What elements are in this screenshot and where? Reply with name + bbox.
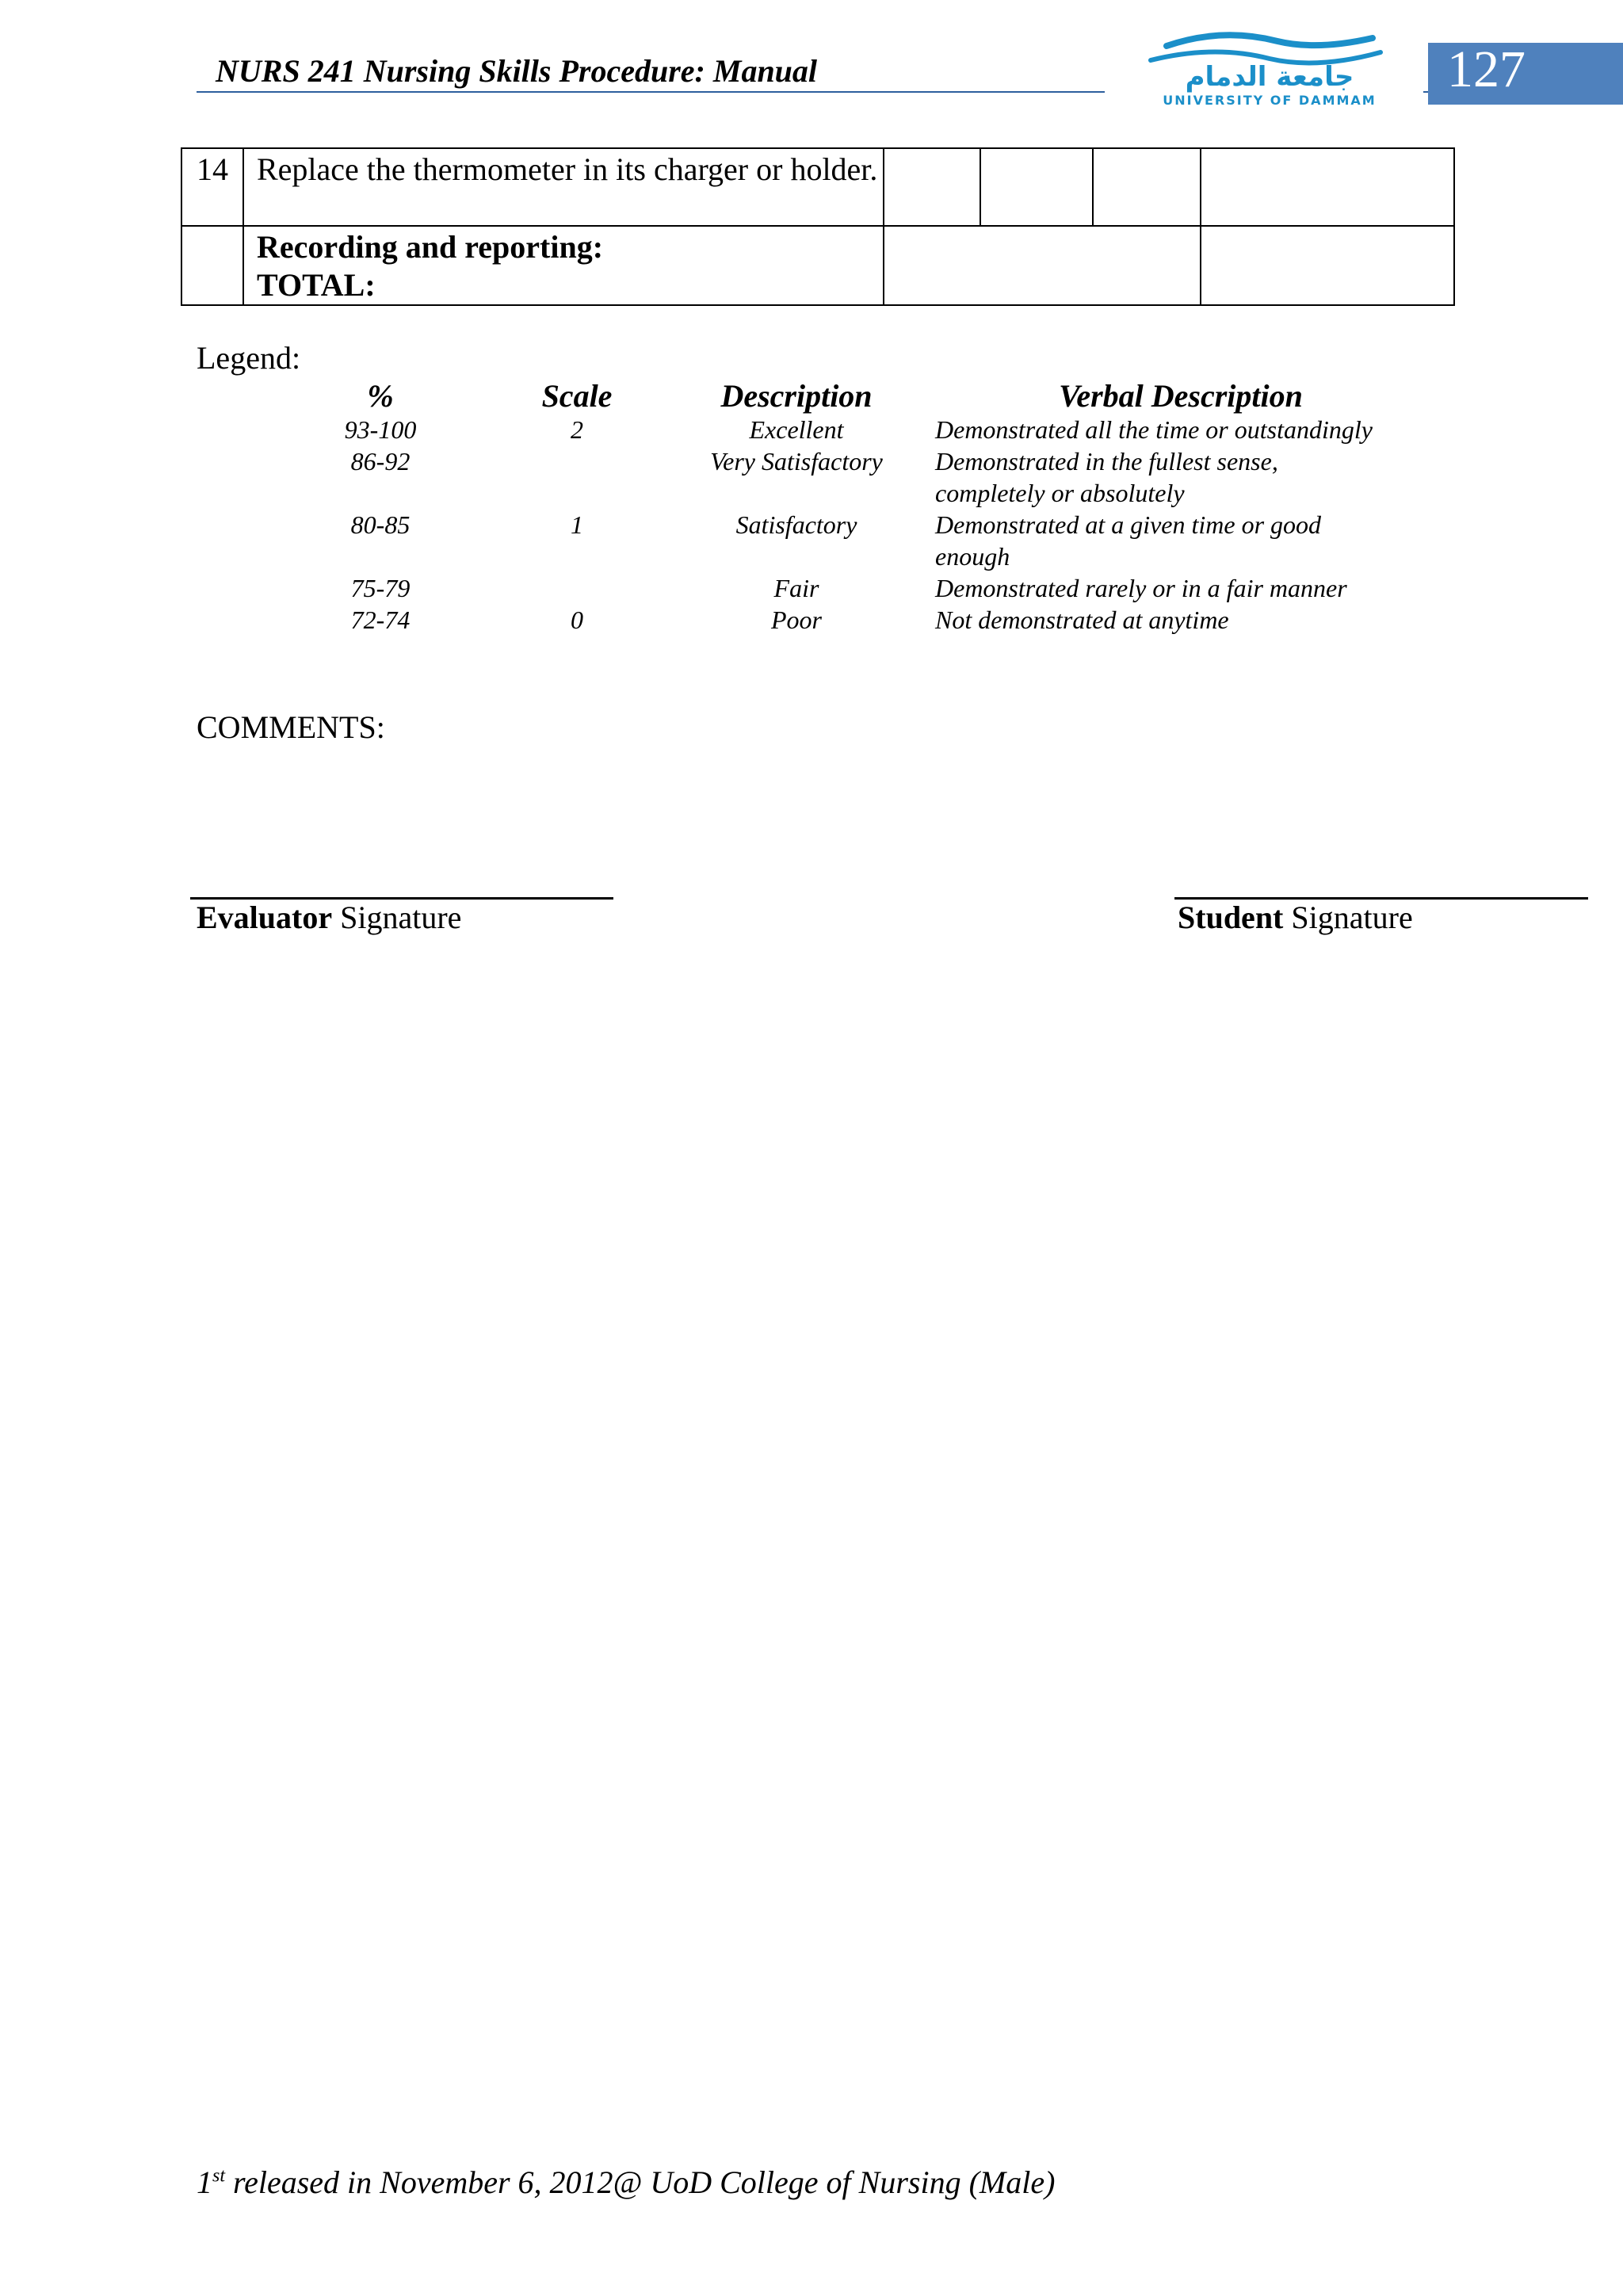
empty-cell	[181, 226, 243, 305]
legend-scale: 0	[571, 606, 583, 634]
legend-pct: 93-100	[344, 415, 417, 444]
footer-text: released in November 6, 2012@ UoD College of Nursing (Male)	[225, 2164, 1056, 2200]
step-number: 14	[181, 148, 243, 226]
legend-verbal: Not demonstrated at anytime	[935, 606, 1229, 634]
legend-pct: 80-85	[350, 510, 411, 539]
legend-verbal-cont: enough	[935, 542, 1010, 571]
total-label-cell	[243, 226, 884, 305]
release-footer	[197, 2164, 1055, 2201]
total-remarks-cell	[1201, 226, 1454, 305]
legend-pct: 72-74	[350, 606, 411, 634]
legend-header-verbal: Verbal Description	[1059, 378, 1303, 414]
legend-verbal: Demonstrated at a given time or good	[935, 510, 1322, 539]
student-label-rest: Signature	[1283, 900, 1413, 935]
comments-label: COMMENTS:	[197, 709, 385, 745]
evaluator-label-bold: Evaluator	[197, 900, 333, 935]
score-cell	[1093, 148, 1201, 226]
evaluator-signature-label	[197, 899, 461, 936]
legend-description: Poor	[771, 606, 822, 634]
logo-english-text: UNIVERSITY OF DAMMAM	[1163, 93, 1377, 108]
legend-description: Satisfactory	[735, 510, 857, 539]
page-number: 127	[1447, 40, 1526, 98]
score-cell	[884, 148, 980, 226]
legend-pct: 86-92	[350, 447, 411, 476]
footer-ordinal-suffix: st	[212, 2165, 226, 2187]
legend-description: Very Satisfactory	[710, 447, 883, 476]
legend-description: Excellent	[749, 415, 844, 444]
legend-header-description: Description	[720, 378, 873, 414]
university-logo	[1135, 29, 1393, 108]
logo-arabic-text: جامعة الدمام	[1185, 61, 1354, 93]
total-label: TOTAL:	[257, 267, 376, 303]
manual-title: NURS 241 Nursing Skills Procedure: Manual	[216, 53, 818, 89]
legend-verbal: Demonstrated in the fullest sense,	[935, 447, 1278, 476]
legend-scale: 2	[571, 415, 583, 444]
total-score-cell	[884, 226, 1201, 305]
footer-ordinal: 1	[197, 2164, 212, 2200]
student-label-bold: Student	[1178, 900, 1284, 935]
table-row-total	[181, 226, 1454, 305]
recording-reporting-label: Recording and reporting:	[257, 229, 604, 265]
checklist-table	[181, 147, 1455, 306]
table-row	[181, 148, 1454, 226]
legend-header-scale: Scale	[541, 378, 613, 414]
legend-description: Fair	[773, 574, 819, 602]
score-cell	[980, 148, 1093, 226]
legend-header-pct: %	[367, 378, 394, 414]
step-text: Replace the thermometer in its charger or holder.	[243, 148, 884, 226]
legend-verbal-cont: completely or absolutely	[935, 479, 1185, 507]
header-rule	[197, 91, 1105, 93]
evaluator-label-rest: Signature	[332, 900, 462, 935]
legend-scale: 1	[571, 510, 583, 539]
legend-label: Legend:	[197, 340, 301, 376]
student-signature-label	[1178, 899, 1413, 936]
legend-pct: 75-79	[350, 574, 411, 602]
remarks-cell	[1201, 148, 1454, 226]
legend-verbal: Demonstrated rarely or in a fair manner	[935, 574, 1347, 602]
legend-verbal: Demonstrated all the time or outstandingly	[935, 415, 1373, 444]
